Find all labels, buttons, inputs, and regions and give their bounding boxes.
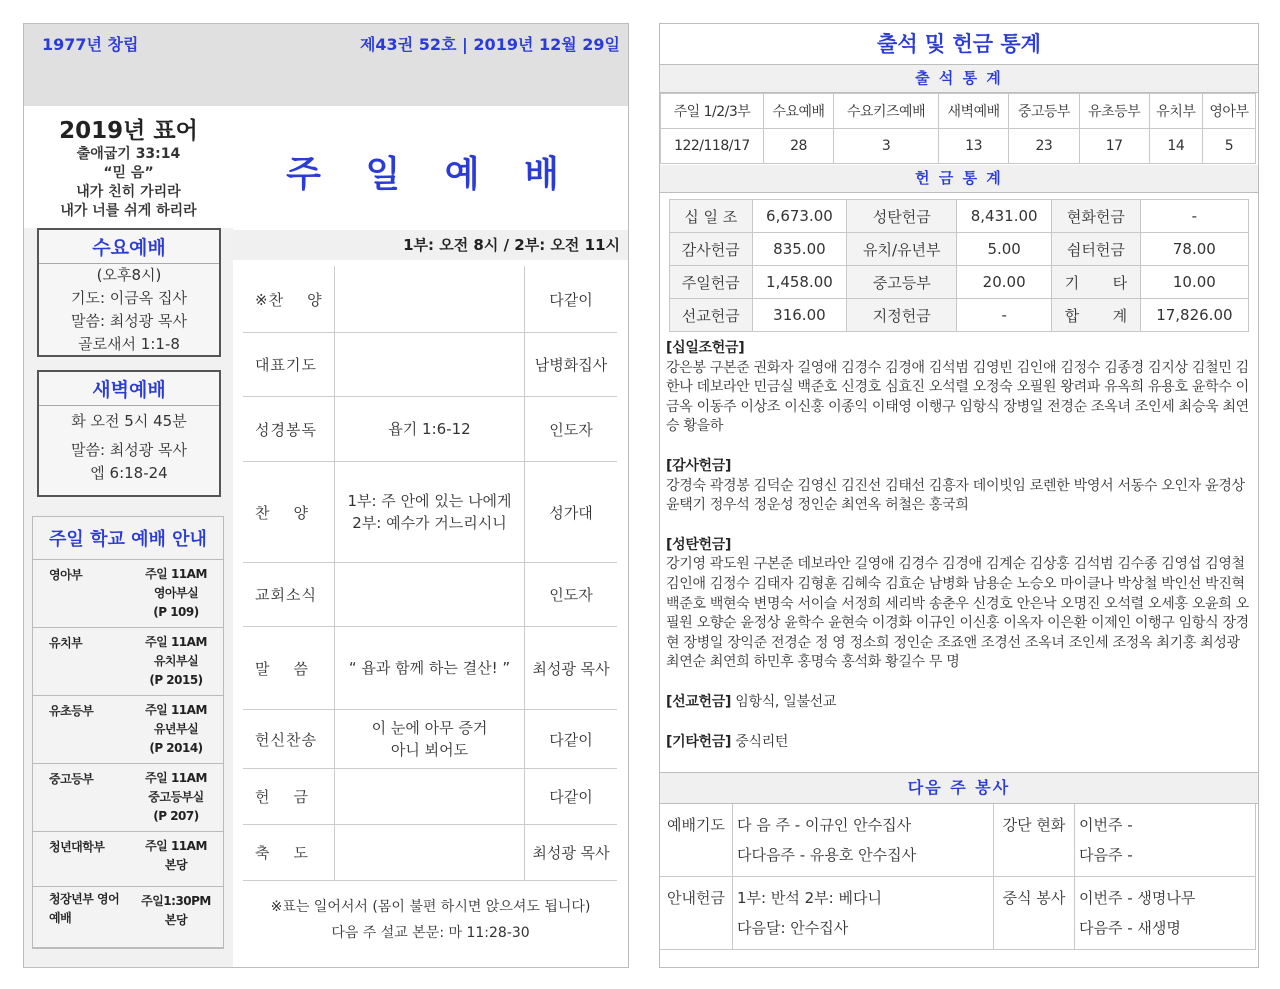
offering-row [670,266,1249,299]
school-dept: 청년대학부 [49,840,105,854]
wednesday-title: 수요예배 [39,230,219,264]
donor-label: [십일조헌금] [666,340,745,356]
school-row [33,696,223,764]
offering-label: 주일헌금 [670,266,753,299]
service-row [660,804,1256,877]
offering-amount: 8,431.00 [957,200,1052,233]
attendance-title: 출 석 통 계 [660,65,1258,93]
school-info-line: 본당 [164,913,188,927]
donor-label: [기타헌금] [666,733,732,750]
offering-label: 현화헌금 [1052,200,1141,233]
school-info-line: 중고등부실 [148,790,204,804]
order-leader: 인도자 [549,420,593,439]
order-leader: 인도자 [549,586,593,604]
service-line: 다음달: 안수집사 [737,919,849,938]
school-row [33,887,223,948]
sunday-school-rows [33,560,223,948]
school-info [129,628,223,695]
school-info-line: 주일 11AM [145,771,207,785]
donor-lists [660,336,1258,752]
stats-title: 출석 및 헌금 통계 [660,24,1258,65]
attendance-header: 유치부 [1149,94,1202,129]
offering-label: 중고등부 [847,266,957,299]
offering-amount: 17,826.00 [1140,299,1248,332]
bulletin-right-page [659,23,1259,968]
bulletin-header [24,24,628,106]
worship-title: 주 일 예 배 [286,154,575,195]
service-label: 안내헌금 [660,877,733,950]
dawn-time: 화 오전 5시 45분 [71,412,187,430]
attendance-value: 5 [1202,129,1255,164]
donor-block [666,733,1252,753]
offering-table [669,199,1249,332]
school-info-line: (P 2015) [149,673,203,687]
donor-label: [선교헌금] [666,693,732,710]
attendance-header: 새벽예배 [938,94,1008,129]
offering-label: 성탄헌금 [847,200,957,233]
school-info-line: 본당 [164,858,188,872]
attendance-header: 수요키즈예배 [834,94,939,129]
sunday-school-table [32,516,224,949]
donor-block [666,693,1252,713]
attendance-value-row [661,129,1256,164]
standing-note: ※표는 일어서서 (몸이 불편 하시면 앉으셔도 됩니다) [270,899,591,915]
order-content: 이 눈에 아무 증거 아니 뵈어도 [335,710,525,768]
service-line: 다음주 - 새생명 [1079,919,1181,938]
donor-block [666,536,1252,673]
offering-amount: 835.00 [752,233,847,266]
attendance-value: 122/118/17 [661,129,764,164]
offering-amount: 20.00 [957,266,1052,299]
order-content: 1부: 주 안에 있는 나에게 2부: 예수가 거느리시니 [335,462,525,562]
school-info [129,887,223,947]
worship-footer [233,894,628,946]
school-dept: 청장년부 영어예배 [49,892,120,925]
school-dept: 영아부 [49,568,83,582]
school-info-line: 주일1:30PM [141,894,211,908]
order-content [335,333,525,396]
donor-names: 중식리턴 [731,733,789,750]
bulletin-left-page [23,23,629,968]
attendance-header: 주일 1/2/3부 [661,94,764,129]
motto-word: “믿 음” [103,165,154,181]
offering-label: 감사헌금 [670,233,753,266]
donor-names: 강경숙 곽경봉 김덕순 김영신 김진선 김태선 김흥자 데이빗임 로렌한 박영서 서동수 오인자 윤경상 윤택기 정우석 정운성 정인순 최연옥 허철은 홍국희 [666,477,1245,514]
attendance-header-row [661,94,1256,129]
order-content: 욥기 1:6-12 [335,397,525,461]
offering-label: 지정헌금 [847,299,957,332]
order-item: 말 씀 [243,627,335,709]
order-content [335,266,525,332]
attendance-value: 17 [1079,129,1149,164]
service-row [660,877,1256,950]
service-assign [1075,804,1256,877]
service-label: 예배기도 [660,804,733,877]
offering-label: 쉼터헌금 [1052,233,1141,266]
attendance-header: 유초등부 [1079,94,1149,129]
order-item: 헌 금 [243,769,335,824]
offering-amount: 1,458.00 [752,266,847,299]
worship-main [233,106,628,967]
donor-names: 강기영 곽도원 구본준 데보라안 길영애 김경수 김경애 김계순 김상홍 김석범 김수종 김영섭 김영철 김인애 김정수 김태자 김형훈 김혜숙 김효순 남병화 남용순 노승오 마이클나 박상철 박인선 박진혁 백준호 백현숙 변명숙 서이슬 서정희 세리박 송춘우 신경호 안은낙 오명진 오석렬 오세홍 오윤희 오필원 오향순 윤정상 윤학수 윤현숙 이경화 이규인 이신홍 이옥자 이은환 이제인 이행구 임항식 장경현 장병일 장익준 전경순 정 영 정소희 정인순 조죠앤 조경선 조옥녀 조인세 조정옥 최기홍 최성광 최연순 최연희 하민후 홍명숙 홍석화 황길수 무 명 [666,556,1249,671]
offering-amount: 5.00 [957,233,1052,266]
offering-title: 헌 금 통 계 [660,165,1258,193]
service-line: 1부: 반석 2부: 베다니 [737,889,882,908]
offering-row [670,299,1249,332]
donor-label: [감사헌금] [666,457,732,474]
dawn-sermon: 말씀: 최성광 목사 [70,441,188,459]
attendance-header: 영아부 [1202,94,1255,129]
order-row [243,333,617,397]
order-item: 대표기도 [243,333,335,396]
attendance-header: 수요예배 [763,94,833,129]
school-info [129,764,223,831]
offering-amount: 78.00 [1140,233,1248,266]
motto-verse: 출애굽기 33:14 [76,146,181,162]
service-line: 이번주 - 생명나무 [1079,889,1196,908]
order-item: ※찬 양 [243,266,335,332]
service-title: 다음 주 봉사 [660,772,1258,804]
school-info [129,696,223,763]
offering-table-wrap [660,193,1258,336]
motto-line2: 내가 너를 쉬게 하리라 [60,203,197,219]
order-leader: 최성광 목사 [532,659,610,678]
left-sidebar [24,106,233,967]
attendance-value: 14 [1149,129,1202,164]
offering-label: 합 계 [1052,299,1141,332]
service-line: 다다음주 - 유용호 안수집사 [737,846,917,865]
donor-label: [성탄헌금] [666,536,732,553]
issue-text: 제43권 52호 | 2019년 12월 29일 [359,35,620,54]
order-leader: 다같이 [549,730,593,749]
school-row [33,832,223,887]
dawn-service-box [37,370,221,497]
attendance-value: 23 [1009,129,1079,164]
order-leader: 최성광 목사 [532,844,610,862]
order-row [243,769,617,825]
offering-label: 유치/유년부 [847,233,957,266]
attendance-value: 28 [763,129,833,164]
school-row [33,560,223,628]
school-info [129,832,223,886]
motto-block [24,106,233,228]
school-info-line: (P 109) [153,605,199,619]
worship-times: 1부: 오전 8시 / 2부: 오전 11시 [233,230,628,260]
order-leader: 성가대 [549,503,593,522]
offering-amount: 10.00 [1140,266,1248,299]
wednesday-time: (오후8시) [96,266,162,284]
attendance-header: 중고등부 [1009,94,1079,129]
order-content [335,769,525,824]
order-row [243,462,617,563]
school-info-line: 주일 11AM [145,703,207,717]
worship-order-table [243,266,617,881]
offering-amount: 6,673.00 [752,200,847,233]
service-assign [733,877,994,950]
order-row [243,266,617,333]
donor-block [666,457,1252,516]
order-row [243,710,617,769]
order-leader: 다같이 [549,290,593,309]
school-row [33,764,223,832]
offering-amount: - [1140,200,1248,233]
school-info-line: 유치부실 [153,654,199,668]
school-info-line: 주일 11AM [145,635,207,649]
order-item: 성경봉독 [243,397,335,461]
order-row [243,397,617,462]
order-leader: 다같이 [549,788,593,806]
school-dept: 유치부 [49,636,83,650]
school-row [33,628,223,696]
order-leader: 남병화집사 [534,356,608,374]
wednesday-sermon: 말씀: 최성광 목사 [70,312,188,330]
order-row [243,825,617,881]
offering-amount: 316.00 [752,299,847,332]
school-info [129,560,223,627]
motto-line1: 내가 친히 가리라 [76,184,181,200]
school-info-line: 영아부실 [153,586,199,600]
order-item: 헌신찬송 [243,710,335,768]
offering-label: 십 일 조 [670,200,753,233]
donor-names: 임항식, 일불선교 [731,693,837,710]
next-sermon-text: 다음 주 설교 본문: 마 11:28-30 [331,925,530,941]
order-item: 축 도 [243,825,335,880]
service-assign [733,804,994,877]
offering-amount: - [957,299,1052,332]
school-info-line: (P 2014) [149,741,203,755]
order-row [243,627,617,710]
order-item: 교회소식 [243,563,335,626]
order-row [243,563,617,627]
wednesday-prayer: 기도: 이금옥 집사 [70,289,188,307]
order-content [335,563,525,626]
attendance-value: 3 [834,129,939,164]
school-info-line: 주일 11AM [145,839,207,853]
service-assign [1075,877,1256,950]
school-info-line: (P 207) [153,809,199,823]
wednesday-scripture: 골로새서 1:1-8 [78,335,180,353]
donor-block [666,339,1252,437]
school-info-line: 주일 11AM [145,567,207,581]
attendance-value: 13 [938,129,1008,164]
offering-row [670,200,1249,233]
founded-text: 1977년 창립 [42,35,139,54]
school-info-line: 유년부실 [153,722,199,736]
dawn-scripture: 엡 6:18-24 [90,464,168,482]
order-content: “ 욥과 함께 하는 결산! ” [335,627,525,709]
service-label: 강단 현화 [994,804,1075,877]
attendance-table [660,93,1256,164]
dawn-title: 새벽예배 [39,372,219,406]
wednesday-service-box [37,228,221,357]
donor-names: 강은봉 구본준 권화자 길영애 김경수 김경애 김석범 김영빈 김인애 김정수 김종경 김지상 김철민 김한나 데보라안 민금실 백준호 신경호 심효진 오석렬 오정숙 오필원 왕려파 유옥희 유용호 윤학수 이금옥 이동주 이상조 이신홍 이종익 이태영 이행구 임항식 장병일 전경순 조옥녀 조인세 최승욱 최연승 황을하 [666,359,1249,435]
service-line: 다음주 - [1079,846,1133,865]
service-line: 이번주 - [1079,816,1133,835]
school-dept: 중고등부 [49,772,94,786]
motto-title: 2019년 표어 [59,118,198,144]
school-dept: 유초등부 [49,704,94,718]
offering-label: 기 타 [1052,266,1141,299]
order-item: 찬 양 [243,462,335,562]
sunday-school-title: 주일 학교 예배 안내 [33,517,223,560]
service-line: 다 음 주 - 이규인 안수집사 [737,816,912,835]
service-table [660,804,1256,950]
service-label: 중식 봉사 [994,877,1075,950]
order-content [335,825,525,880]
offering-row [670,233,1249,266]
offering-label: 선교헌금 [670,299,753,332]
